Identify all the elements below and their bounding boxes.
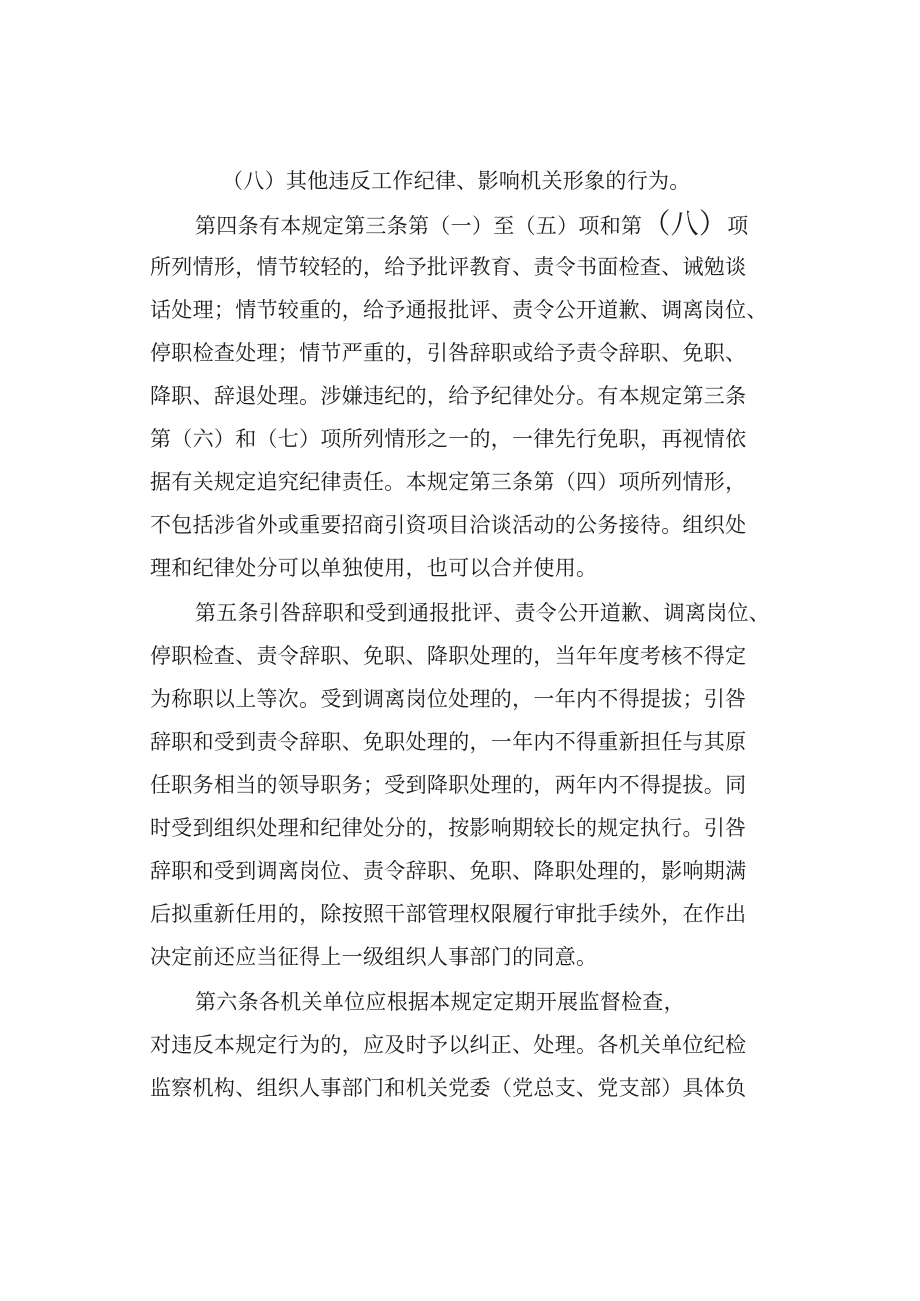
article-5-line-2: 停职检查、责令辞职、免职、降职处理的，当年年度考核不得定	[150, 644, 747, 668]
article-4-line-8: 不包括涉省外或重要招商引资项目洽谈活动的公务接待。组织处	[150, 513, 747, 537]
article-6-line-2: 对违反本规定行为的，应及时予以纠正、处理。各机关单位纪检	[150, 1033, 747, 1057]
article-4-line-1-part-a: 第四条有本规定第三条第（一）至（五）项和第	[195, 214, 643, 238]
article-5-line-7: 辞职和受到调离岗位、责令辞职、免职、降职处理的，影响期满	[150, 859, 747, 883]
article-4-line-5: 降职、辞退处理。涉嫌违纪的，给予纪律处分。有本规定第三条	[150, 384, 747, 408]
article-4-line-1-part-c: 项	[727, 214, 749, 238]
article-5-line-8: 后拟重新任用的，除按照干部管理权限履行审批手续外，在作出	[150, 902, 747, 926]
article-4-line-7: 据有关规定追究纪律责任。本规定第三条第（四）项所列情形，	[150, 470, 747, 494]
article-6-line-1: 第六条各机关单位应根据本规定定期开展监督检查，	[195, 990, 685, 1014]
article-4-line-1	[195, 209, 875, 241]
item-8-line-1: （八）其他违反工作纪律、影响机关形象的行为。	[222, 169, 691, 193]
article-5-line-9: 决定前还应当征得上一级组织人事部门的同意。	[150, 945, 598, 969]
article-5-line-5: 任职务相当的领导职务；受到降职处理的，两年内不得提拔。同	[150, 773, 747, 797]
article-6-line-3: 监察机构、组织人事部门和机关党委（党总支、党支部）具体负	[150, 1076, 747, 1100]
article-5-line-4: 辞职和受到责令辞职、免职处理的，一年内不得重新担任与其原	[150, 730, 747, 754]
article-5-line-3: 为称职以上等次。受到调离岗位处理的，一年内不得提拔；引咎	[150, 687, 747, 711]
article-4-line-3: 话处理；情节较重的，给予通报批评、责令公开道歉、调离岗位、	[150, 298, 768, 322]
article-4-line-4: 停职检查处理；情节严重的，引咎辞职或给予责令辞职、免职、	[150, 341, 747, 365]
article-5-line-6: 时受到组织处理和纪律处分的，按影响期较长的规定执行。引咎	[150, 816, 747, 840]
article-4-line-9: 理和纪律处分可以单独使用，也可以合并使用。	[150, 556, 598, 580]
article-5-line-1: 第五条引咎辞职和受到通报批评、责令公开道歉、调离岗位、	[195, 601, 771, 625]
article-4-line-2: 所列情形，情节较轻的，给予批评教育、责令书面检查、诫勉谈	[150, 255, 747, 279]
article-4-line-6: 第（六）和（七）项所列情形之一的，一律先行免职，再视情依	[150, 427, 747, 451]
article-4-line-1-part-b: （八）	[642, 207, 728, 240]
